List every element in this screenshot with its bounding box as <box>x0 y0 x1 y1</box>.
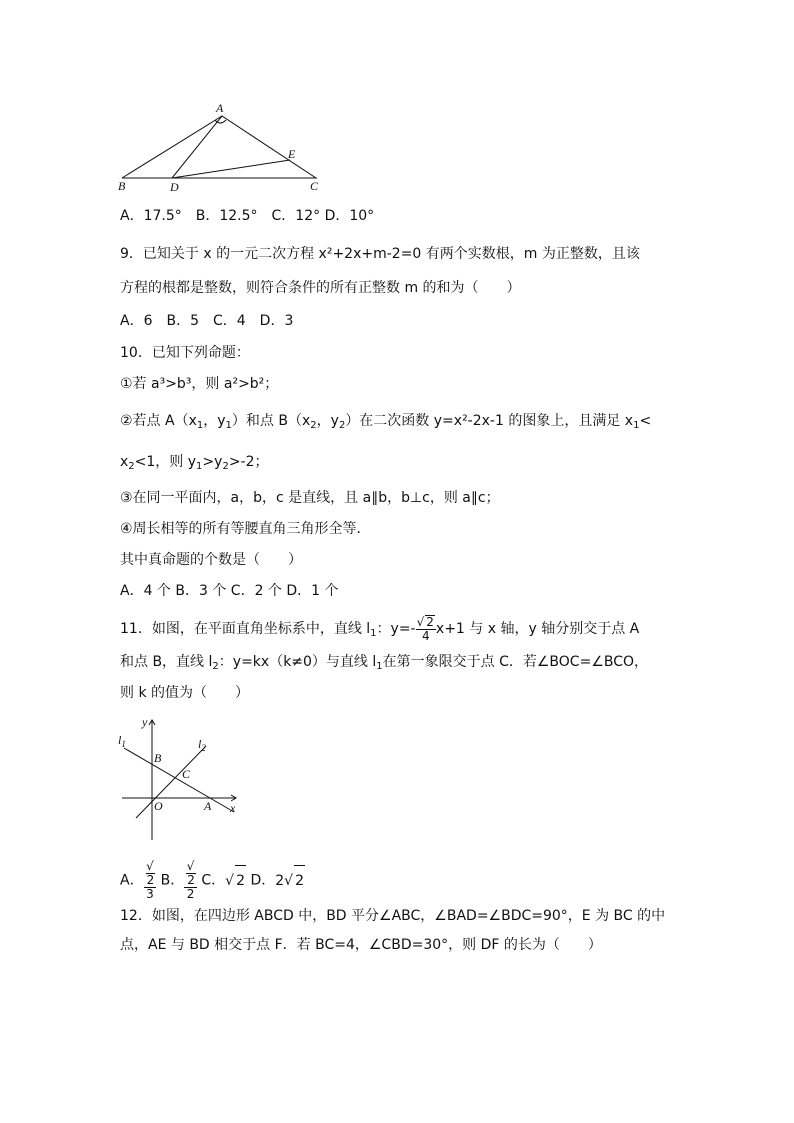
q10-options: A．4 个 B．3 个 C．2 个 D．1 个 <box>120 583 339 599</box>
q8-options: A．17.5° B．12.5° C．12° D．10° <box>120 208 375 224</box>
coordinate-figure <box>112 712 242 842</box>
label-x: x <box>230 801 236 815</box>
text: ②若点 A（x <box>120 413 197 429</box>
option-c-label: C． <box>201 872 226 889</box>
label-a: A <box>204 799 212 813</box>
segment-de <box>172 160 290 178</box>
radicand: 2 <box>187 873 195 887</box>
triangle-figure <box>110 98 340 194</box>
denominator: 3 <box>146 887 154 901</box>
q11-line3: 则 k 的值为（ ） <box>120 685 250 701</box>
sub: 1 <box>633 420 640 431</box>
radical-sign: √ <box>146 859 154 873</box>
fraction-sqrt2-over-4 <box>416 615 436 643</box>
sub: 2 <box>338 420 346 431</box>
radical-sign: √ <box>416 615 425 629</box>
text: ：y=kx（k≠0）与直线 l <box>218 654 377 670</box>
triangle-outline <box>122 116 316 178</box>
q9-line2: 方程的根都是整数，则符合条件的所有正整数 m 的和为（ ） <box>120 280 521 296</box>
q12-line2: 点，AE 与 BD 相交于点 F．若 BC=4，∠CBD=30°，则 DF 的长为（ ） <box>120 937 602 953</box>
text: x <box>120 454 129 470</box>
sub: 2 <box>310 420 317 431</box>
text: >y <box>202 454 223 470</box>
option-a-label: A． <box>120 872 144 889</box>
sub: 1 <box>376 661 383 672</box>
line-l2 <box>136 746 206 818</box>
radicand: 2 <box>235 865 246 896</box>
text: 在第一象限交于点 C．若∠BOC=∠BCO， <box>382 654 649 670</box>
label-c: C <box>182 767 191 781</box>
q10-prop4: ④周长相等的所有等腰直角三角形全等． <box>120 521 371 537</box>
text: ，y <box>203 413 226 429</box>
radical-sign: √ <box>225 872 235 889</box>
q12-line1: 12．如图，在四边形 ABCD 中，BD 平分∠ABC，∠BAD=∠BDC=90°，E 为 BC 的中 <box>120 908 666 924</box>
label-c: C <box>310 179 319 193</box>
label-b: B <box>118 179 126 193</box>
sub: 2 <box>128 461 135 472</box>
q9-options: A．6 B．5 C．4 D．3 <box>120 313 294 329</box>
label-a: A <box>216 101 224 115</box>
text: 和点 B，直线 l <box>120 654 213 670</box>
sub: 2 <box>222 461 229 472</box>
radical-sign: √ <box>186 859 195 873</box>
sub: 2 <box>212 661 219 672</box>
option-b-value <box>184 860 197 901</box>
text: x+1 与 x 轴，y 轴分别交于点 A <box>435 621 640 637</box>
option-b-label: B． <box>160 872 185 889</box>
q11-line2 <box>120 652 648 677</box>
q9-line1: 9．已知关于 x 的一元二次方程 x²+2x+m-2=0 有两个实数根，m 为正整数，且该 <box>120 246 640 262</box>
radicand: 2 <box>294 865 305 896</box>
text: ）和点 B（x <box>231 413 311 429</box>
label-d: D <box>170 180 179 194</box>
radicand: 2 <box>146 873 155 887</box>
option-c-value <box>225 873 246 889</box>
option-d-label: D． <box>250 872 276 889</box>
text: >-2； <box>228 454 269 470</box>
q10-title: 10．已知下列命题： <box>120 345 250 361</box>
label-y: y <box>142 715 148 729</box>
radicand: 2 <box>426 615 434 629</box>
text: ：y=- <box>376 621 416 637</box>
q10-prop2-line2 <box>120 452 269 477</box>
q10-prop2-line1 <box>120 411 651 436</box>
sub: 1 <box>370 628 377 639</box>
denominator: 2 <box>186 887 195 901</box>
option-a-value <box>144 860 157 901</box>
text: < <box>639 413 652 429</box>
q10-prop1: ①若 a³>b³，则 a²>b²； <box>120 376 279 392</box>
option-d-value <box>275 873 305 889</box>
line-l1 <box>124 748 234 812</box>
q10-prop3: ③在同一平面内，a，b，c 是直线，且 a∥b，b⊥c，则 a∥c； <box>120 490 500 506</box>
text: 11．如图，在平面直角坐标系中，直线 l <box>120 621 371 637</box>
label-o: O <box>154 799 163 813</box>
text: <1，则 y <box>134 454 197 470</box>
text: ，y <box>316 413 339 429</box>
label-e: E <box>288 147 296 161</box>
sub: 1 <box>196 420 204 431</box>
q11-options <box>120 859 305 901</box>
denominator: 4 <box>421 629 430 643</box>
label-l1: $l_1$ <box>118 733 126 749</box>
segment-ad <box>172 116 222 178</box>
label-b: B <box>154 751 162 765</box>
sub: 1 <box>225 420 232 431</box>
radical-sign: √ <box>284 872 294 889</box>
label-l2: $l_2$ <box>198 737 206 753</box>
q11-line1 <box>120 614 639 644</box>
sub: 1 <box>196 461 203 472</box>
coefficient: 2 <box>275 872 285 889</box>
q10-question: 其中真命题的个数是（ ） <box>120 552 302 568</box>
text: ）在二次函数 y=x²-2x-1 的图象上，且满足 x <box>345 413 634 429</box>
